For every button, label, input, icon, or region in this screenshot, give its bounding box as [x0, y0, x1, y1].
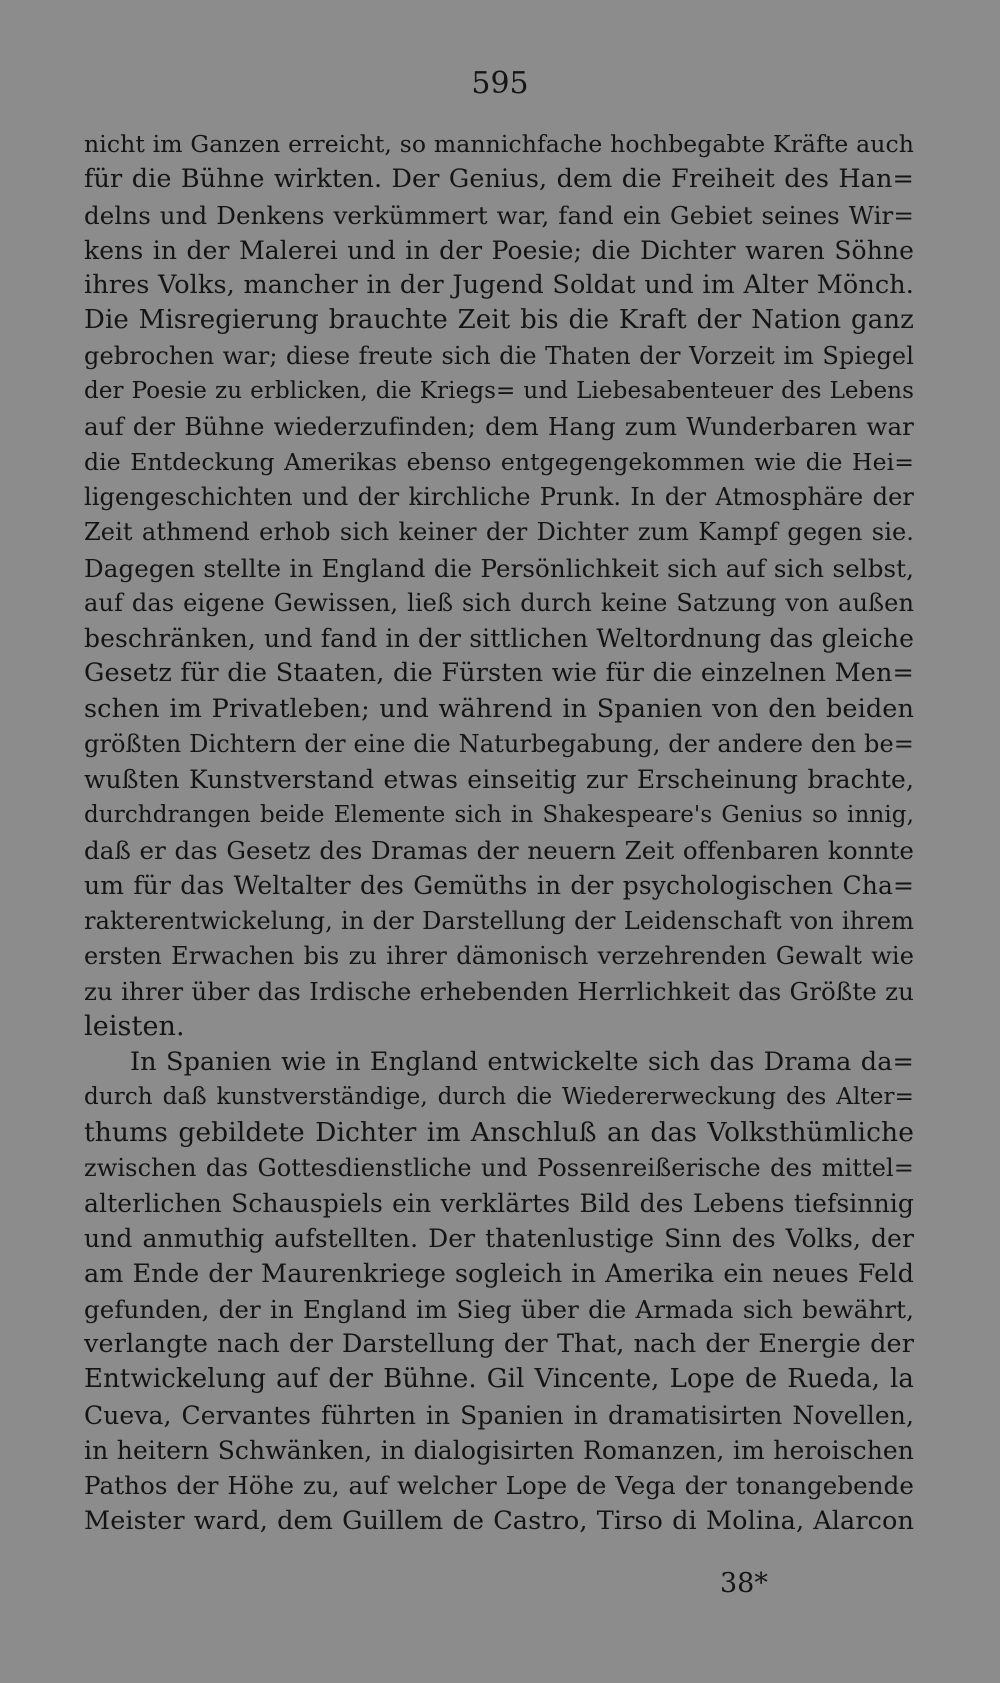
- text-line: durchdrangen beide Elemente sich in Shakespeare's Genius so innig,: [84, 801, 914, 828]
- text-line: Entwickelung auf der Bühne. Gil Vincente, Lope de Rueda, la: [84, 1364, 914, 1395]
- text-line: Die Misregierung brauchte Zeit bis die Kraft der Nation ganz: [84, 305, 914, 336]
- text-line: am Ende der Maurenkriege sogleich in Amerika ein neues Feld: [84, 1258, 914, 1289]
- text-line: Dagegen stellte in England die Persönlichkeit sich auf sich selbst,: [84, 553, 914, 583]
- text-line: alterlichen Schauspiels ein verklärtes Bild des Lebens tiefsinnig: [84, 1188, 914, 1218]
- page-number: 595: [471, 66, 529, 101]
- text-line: um für das Weltalter des Gemüths in der psychologischen Cha=: [84, 871, 914, 901]
- text-line: die Entdeckung Amerikas ebenso entgegengekommen wie die Hei=: [84, 447, 914, 476]
- text-line: gebrochen war; diese freute sich die Thaten der Vorzeit im Spiegel: [84, 341, 914, 370]
- text-line: in heitern Schwänken, in dialogisirten Romanzen, im heroischen: [84, 1435, 914, 1465]
- text-line: beschränken, und fand in der sittlichen Weltordnung das gleiche: [84, 624, 914, 654]
- text-line: durch daß kunstverständige, durch die Wiedererweckung des Alter=: [84, 1084, 914, 1111]
- text-line: Zeit athmend erhob sich keiner der Dichter zum Kampf gegen sie.: [84, 518, 914, 547]
- body-text: [84, 127, 914, 1539]
- text-line: Pathos der Höhe zu, auf welcher Lope de Vega der tonangebende: [84, 1471, 914, 1501]
- text-line: delns und Denkens verkümmert war, fand ein Gebiet seines Wir=: [84, 200, 914, 230]
- text-line: auf der Bühne wiederzufinden; dem Hang zum Wunderbaren war: [84, 412, 914, 442]
- text-line: verlangte nach der Darstellung der That, nach der Energie der: [84, 1329, 914, 1360]
- text-line: schen im Privatleben; und während in Spanien von den beiden: [84, 693, 914, 724]
- text-line: gefunden, der in England im Sieg über die Armada sich bewährt,: [84, 1294, 914, 1324]
- signature-mark: 38*: [720, 1568, 768, 1599]
- text-line: leisten.: [84, 1011, 185, 1043]
- text-line: zwischen das Gottesdienstliche und Possenreißerische des mittel=: [84, 1153, 914, 1182]
- text-line: ligengeschichten und der kirchliche Prunk. In der Atmosphäre der: [84, 482, 914, 511]
- text-line: nicht im Ganzen erreicht, so mannichfache hochbegabte Kräfte auch: [84, 130, 914, 158]
- text-line: auf das eigene Gewissen, ließ sich durch keine Satzung von außen: [84, 588, 914, 617]
- text-line: daß er das Gesetz des Dramas der neuern Zeit offenbaren konnte: [84, 835, 914, 865]
- text-line: Gesetz für die Staaten, die Fürsten wie für die einzelnen Men=: [84, 658, 914, 689]
- text-line: In Spanien wie in England entwickelte sich das Drama da=: [130, 1046, 914, 1077]
- text-line: ihres Volks, mancher in der Jugend Soldat und im Alter Mönch.: [84, 270, 914, 301]
- text-line: und anmuthig aufstellten. Der thatenlustige Sinn des Volks, der: [84, 1224, 914, 1254]
- text-line: ersten Erwachen bis zu ihrer dämonisch verzehrenden Gewalt wie: [84, 941, 914, 970]
- text-line: größten Dichtern der eine die Naturbegabung, der andere den be=: [84, 730, 914, 759]
- text-line: rakterentwickelung, in der Darstellung der Leidenschaft von ihrem: [84, 906, 914, 935]
- text-line: für die Bühne wirkten. Der Genius, dem die Freiheit des Han=: [84, 164, 914, 195]
- text-line: der Poesie zu erblicken, die Kriegs= und Liebesabenteuer des Lebens: [84, 378, 914, 405]
- text-line: thums gebildete Dichter im Anschluß an das Volksthümliche: [84, 1117, 914, 1149]
- text-line: kens in der Malerei und in der Poesie; die Dichter waren Söhne: [84, 235, 914, 265]
- text-line: Meister ward, dem Guillem de Castro, Tirso di Molina, Alarcon: [84, 1505, 914, 1536]
- text-line: Cueva, Cervantes führten in Spanien in dramatisirten Novellen,: [84, 1400, 914, 1430]
- text-line: zu ihrer über das Irdische erhebenden Herrlichkeit das Größte zu: [84, 977, 914, 1007]
- text-line: wußten Kunstverstand etwas einseitig zur Erscheinung brachte,: [84, 765, 914, 795]
